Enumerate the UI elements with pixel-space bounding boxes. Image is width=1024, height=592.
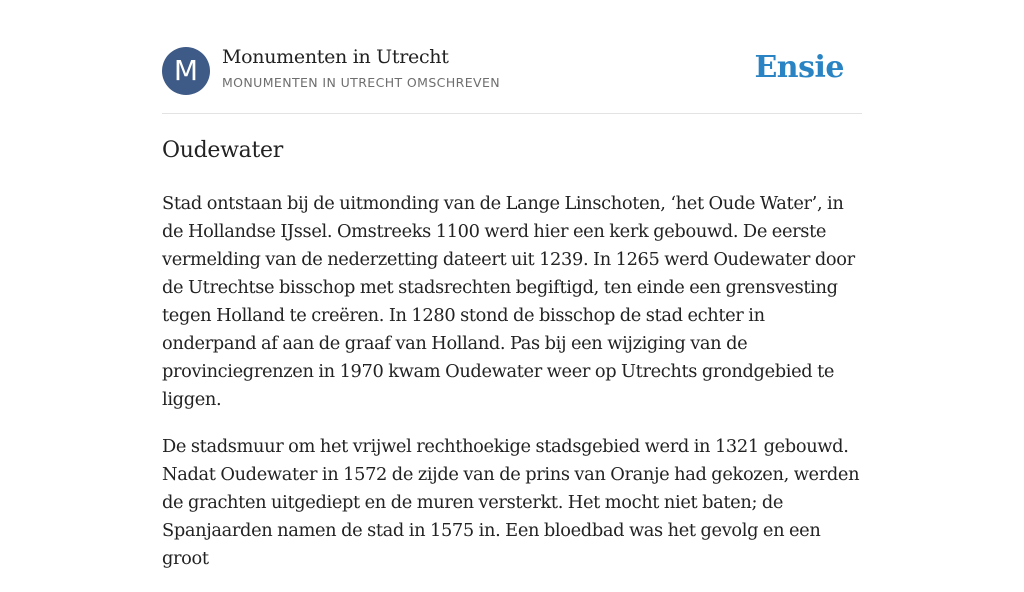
site-subtitle: MONUMENTEN IN UTRECHT OMSCHREVEN [222,75,500,90]
site-avatar[interactable]: M [162,47,210,95]
article-paragraph: Stad ontstaan bij de uitmonding van de Lange Linschoten, ‘het Oude Water’, in de Hollandse IJssel. Omstreeks 1100 werd hier een kerk gebouwd. De eerste vermelding van de nederzetting dateert uit 1239. In 1265 werd Oudewater door de Utrechtse bisschop met stadsrechten begiftigd, ten einde een grensvesting tegen Holland te creëren. In 1280 stond de bisschop de stad echter in onderpand af aan de graaf van Holland. Pas bij een wijziging van de provinciegrenzen in 1970 kwam Oudewater weer op Utrechts grondgebied te liggen. [162,193,855,410]
article-paragraph: De stadsmuur om het vrijwel rechthoekige stadsgebied werd in 1321 gebouwd. Nadat Oudewater in 1572 de zijde van de prins van Oranje had gekozen, werden de grachten uitgediept en de muren versterkt. Het mocht niet baten; de Spanjaarden namen de stad in 1575 in. Een bloedbad was het gevolg en een groot [162,436,860,569]
header-divider [162,113,862,114]
ensie-logo[interactable]: Ensie [754,50,844,85]
article-body [162,190,862,592]
site-title[interactable]: Monumenten in Utrecht [222,46,449,68]
site-header [162,46,862,96]
article-title: Oudewater [162,138,283,163]
